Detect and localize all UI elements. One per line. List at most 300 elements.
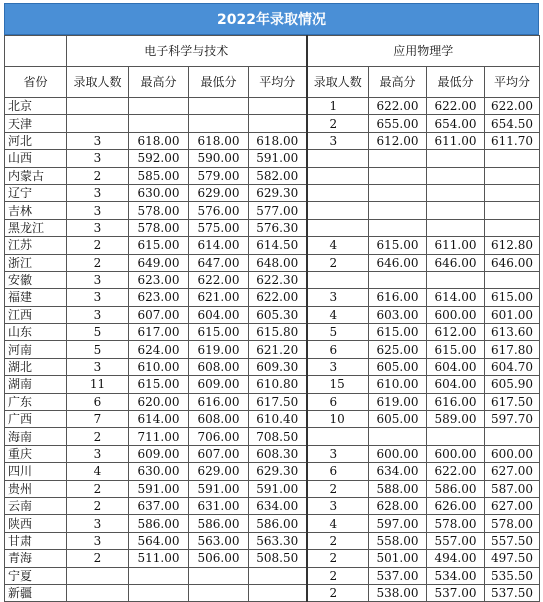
- ap-count-cell: [307, 202, 369, 219]
- ee-min-cell: [189, 98, 249, 115]
- table-row: [5, 411, 540, 428]
- ee-min-cell: 506.00: [189, 550, 249, 567]
- ee-min-cell: 618.00: [189, 132, 249, 149]
- province-cell: 四川: [5, 463, 67, 480]
- ap-avg-cell: 617.50: [485, 393, 540, 410]
- ee-avg-cell: 563.30: [249, 532, 307, 549]
- ee-count-cell: 3: [67, 358, 129, 375]
- province-cell: 江西: [5, 306, 67, 323]
- province-cell: 内蒙古: [5, 167, 67, 184]
- ee-max-cell: 511.00: [129, 550, 189, 567]
- ee-max-cell: [129, 584, 189, 601]
- ee-max-cell: 610.00: [129, 358, 189, 375]
- ap-avg-cell: [485, 219, 540, 236]
- table-row: [5, 289, 540, 306]
- ap-max-cell: [369, 271, 427, 288]
- province-cell: 广东: [5, 393, 67, 410]
- ap-max-cell: 655.00: [369, 115, 427, 132]
- ap-min-cell: 600.00: [427, 445, 485, 462]
- table-row: [5, 202, 540, 219]
- ap-count-cell: 6: [307, 341, 369, 358]
- ap-avg-cell: [485, 167, 540, 184]
- ap-avg-cell: 497.50: [485, 550, 540, 567]
- header-max: 最高分: [369, 67, 427, 98]
- ap-count-cell: 2: [307, 254, 369, 271]
- ee-min-cell: [189, 584, 249, 601]
- ee-max-cell: 617.00: [129, 324, 189, 341]
- ap-min-cell: [427, 428, 485, 445]
- ap-max-cell: [369, 219, 427, 236]
- ap-min-cell: 622.00: [427, 463, 485, 480]
- ee-count-cell: 3: [67, 132, 129, 149]
- ee-min-cell: 615.00: [189, 324, 249, 341]
- ap-min-cell: 494.00: [427, 550, 485, 567]
- ap-min-cell: 557.00: [427, 532, 485, 549]
- province-cell: 福建: [5, 289, 67, 306]
- admission-table: [4, 35, 540, 602]
- empty-corner-cell: [5, 36, 67, 67]
- ap-avg-cell: 617.80: [485, 341, 540, 358]
- ee-min-cell: 591.00: [189, 480, 249, 497]
- ee-min-cell: 604.00: [189, 306, 249, 323]
- province-cell: 云南: [5, 497, 67, 514]
- table-row: [5, 480, 540, 497]
- ap-avg-cell: 597.70: [485, 411, 540, 428]
- ee-max-cell: 615.00: [129, 237, 189, 254]
- ap-avg-cell: 654.50: [485, 115, 540, 132]
- ee-max-cell: 607.00: [129, 306, 189, 323]
- ap-count-cell: 15: [307, 376, 369, 393]
- ap-count-cell: 2: [307, 115, 369, 132]
- ap-count-cell: 3: [307, 445, 369, 462]
- ap-max-cell: 615.00: [369, 324, 427, 341]
- ap-max-cell: [369, 167, 427, 184]
- ee-min-cell: 631.00: [189, 497, 249, 514]
- ap-max-cell: 615.00: [369, 237, 427, 254]
- ee-count-cell: 2: [67, 237, 129, 254]
- header-avg: 平均分: [249, 67, 307, 98]
- table-row: [5, 271, 540, 288]
- ee-max-cell: 711.00: [129, 428, 189, 445]
- ee-min-cell: 608.00: [189, 358, 249, 375]
- ap-avg-cell: [485, 202, 540, 219]
- ee-max-cell: 564.00: [129, 532, 189, 549]
- ee-avg-cell: 617.50: [249, 393, 307, 410]
- ap-max-cell: 588.00: [369, 480, 427, 497]
- ee-count-cell: 3: [67, 184, 129, 201]
- table-row: [5, 376, 540, 393]
- ee-avg-cell: 621.20: [249, 341, 307, 358]
- ee-min-cell: 575.00: [189, 219, 249, 236]
- ee-min-cell: 619.00: [189, 341, 249, 358]
- ee-count-cell: 3: [67, 289, 129, 306]
- ap-max-cell: 597.00: [369, 515, 427, 532]
- ap-min-cell: 600.00: [427, 306, 485, 323]
- province-cell: 黑龙江: [5, 219, 67, 236]
- ap-count-cell: [307, 150, 369, 167]
- ee-avg-cell: 610.40: [249, 411, 307, 428]
- ee-avg-cell: 615.80: [249, 324, 307, 341]
- province-cell: 山东: [5, 324, 67, 341]
- ee-count-cell: [67, 115, 129, 132]
- province-cell: 陕西: [5, 515, 67, 532]
- ap-max-cell: 605.00: [369, 411, 427, 428]
- ee-min-cell: 706.00: [189, 428, 249, 445]
- ap-count-cell: 1: [307, 98, 369, 115]
- ap-max-cell: 501.00: [369, 550, 427, 567]
- ee-count-cell: 3: [67, 306, 129, 323]
- ap-avg-cell: 601.00: [485, 306, 540, 323]
- province-cell: 河南: [5, 341, 67, 358]
- ee-max-cell: 623.00: [129, 271, 189, 288]
- ap-min-cell: [427, 184, 485, 201]
- ee-count-cell: 11: [67, 376, 129, 393]
- ee-min-cell: 607.00: [189, 445, 249, 462]
- ap-avg-cell: [485, 428, 540, 445]
- ap-max-cell: [369, 428, 427, 445]
- province-cell: 广西: [5, 411, 67, 428]
- ap-avg-cell: 604.70: [485, 358, 540, 375]
- ee-count-cell: 5: [67, 324, 129, 341]
- ap-count-cell: 10: [307, 411, 369, 428]
- ap-min-cell: [427, 150, 485, 167]
- ap-min-cell: [427, 219, 485, 236]
- ee-min-cell: 579.00: [189, 167, 249, 184]
- ee-avg-cell: [249, 115, 307, 132]
- ee-avg-cell: 622.30: [249, 271, 307, 288]
- ee-min-cell: 622.00: [189, 271, 249, 288]
- ee-count-cell: 2: [67, 428, 129, 445]
- province-cell: 青海: [5, 550, 67, 567]
- province-cell: 贵州: [5, 480, 67, 497]
- ee-count-cell: 2: [67, 497, 129, 514]
- header-avg: 平均分: [485, 67, 540, 98]
- province-cell: 宁夏: [5, 567, 67, 584]
- ee-min-cell: 614.00: [189, 237, 249, 254]
- ap-max-cell: 634.00: [369, 463, 427, 480]
- ap-max-cell: 610.00: [369, 376, 427, 393]
- ee-avg-cell: 648.00: [249, 254, 307, 271]
- table-row: [5, 445, 540, 462]
- ee-max-cell: 614.00: [129, 411, 189, 428]
- ap-max-cell: [369, 184, 427, 201]
- header-min: 最低分: [189, 67, 249, 98]
- ap-avg-cell: 587.00: [485, 480, 540, 497]
- group-header-physics: 应用物理学: [307, 36, 540, 67]
- ee-min-cell: 629.00: [189, 463, 249, 480]
- ap-min-cell: 626.00: [427, 497, 485, 514]
- table-body: [5, 98, 540, 602]
- ee-max-cell: 620.00: [129, 393, 189, 410]
- ap-count-cell: 4: [307, 515, 369, 532]
- ap-count-cell: [307, 428, 369, 445]
- ee-count-cell: 3: [67, 202, 129, 219]
- ap-count-cell: [307, 271, 369, 288]
- ap-min-cell: [427, 202, 485, 219]
- province-cell: 海南: [5, 428, 67, 445]
- ee-min-cell: 609.00: [189, 376, 249, 393]
- ap-min-cell: 612.00: [427, 324, 485, 341]
- ee-min-cell: 576.00: [189, 202, 249, 219]
- ap-count-cell: 6: [307, 463, 369, 480]
- ap-count-cell: 3: [307, 358, 369, 375]
- ap-min-cell: 616.00: [427, 393, 485, 410]
- province-cell: 甘肃: [5, 532, 67, 549]
- ap-avg-cell: 612.80: [485, 237, 540, 254]
- ap-count-cell: [307, 184, 369, 201]
- ee-count-cell: [67, 584, 129, 601]
- ap-min-cell: 646.00: [427, 254, 485, 271]
- ee-count-cell: 3: [67, 150, 129, 167]
- ee-max-cell: 630.00: [129, 184, 189, 201]
- ee-count-cell: 2: [67, 254, 129, 271]
- ap-avg-cell: 627.00: [485, 497, 540, 514]
- table-row: [5, 98, 540, 115]
- table-row: [5, 567, 540, 584]
- ap-min-cell: 589.00: [427, 411, 485, 428]
- ap-min-cell: 534.00: [427, 567, 485, 584]
- ee-avg-cell: [249, 584, 307, 601]
- province-cell: 山西: [5, 150, 67, 167]
- table-row: [5, 393, 540, 410]
- province-cell: 湖南: [5, 376, 67, 393]
- table-row: [5, 150, 540, 167]
- ap-avg-cell: 578.00: [485, 515, 540, 532]
- ap-avg-cell: 613.60: [485, 324, 540, 341]
- table-row: [5, 115, 540, 132]
- ee-count-cell: 2: [67, 167, 129, 184]
- table-row: [5, 167, 540, 184]
- ee-avg-cell: 634.00: [249, 497, 307, 514]
- ee-max-cell: 592.00: [129, 150, 189, 167]
- ap-avg-cell: [485, 184, 540, 201]
- group-header-electronic: 电子科学与技术: [67, 36, 307, 67]
- table-row: [5, 358, 540, 375]
- ap-max-cell: 537.00: [369, 567, 427, 584]
- header-count: 录取人数: [67, 67, 129, 98]
- table-row: [5, 341, 540, 358]
- province-cell: 河北: [5, 132, 67, 149]
- ap-count-cell: 6: [307, 393, 369, 410]
- ee-max-cell: 649.00: [129, 254, 189, 271]
- ap-count-cell: [307, 219, 369, 236]
- ap-max-cell: 619.00: [369, 393, 427, 410]
- ap-count-cell: 2: [307, 567, 369, 584]
- table-title: 2022年录取情况: [4, 3, 539, 35]
- ee-min-cell: 563.00: [189, 532, 249, 549]
- group-header-row: [5, 36, 540, 67]
- ee-count-cell: 3: [67, 271, 129, 288]
- province-cell: 天津: [5, 115, 67, 132]
- ee-avg-cell: 629.30: [249, 463, 307, 480]
- ap-max-cell: 616.00: [369, 289, 427, 306]
- ee-avg-cell: [249, 567, 307, 584]
- ap-count-cell: 5: [307, 324, 369, 341]
- table-row: [5, 184, 540, 201]
- province-cell: 湖北: [5, 358, 67, 375]
- ap-min-cell: 586.00: [427, 480, 485, 497]
- ap-min-cell: 614.00: [427, 289, 485, 306]
- ap-max-cell: 612.00: [369, 132, 427, 149]
- ap-avg-cell: 537.50: [485, 584, 540, 601]
- ee-avg-cell: 622.00: [249, 289, 307, 306]
- ee-min-cell: 590.00: [189, 150, 249, 167]
- ee-avg-cell: [249, 98, 307, 115]
- ap-max-cell: [369, 202, 427, 219]
- ee-count-cell: 3: [67, 532, 129, 549]
- ap-avg-cell: 622.00: [485, 98, 540, 115]
- province-header: 省份: [5, 67, 67, 98]
- ap-min-cell: 654.00: [427, 115, 485, 132]
- ap-avg-cell: 646.00: [485, 254, 540, 271]
- ee-avg-cell: 629.30: [249, 184, 307, 201]
- ee-avg-cell: 605.30: [249, 306, 307, 323]
- ap-max-cell: 628.00: [369, 497, 427, 514]
- ee-min-cell: 586.00: [189, 515, 249, 532]
- ap-avg-cell: [485, 150, 540, 167]
- ee-max-cell: 586.00: [129, 515, 189, 532]
- ap-count-cell: 3: [307, 289, 369, 306]
- ee-count-cell: [67, 567, 129, 584]
- ap-avg-cell: 535.50: [485, 567, 540, 584]
- table-row: [5, 532, 540, 549]
- ee-avg-cell: 609.30: [249, 358, 307, 375]
- ap-max-cell: 538.00: [369, 584, 427, 601]
- ee-avg-cell: 576.30: [249, 219, 307, 236]
- ee-max-cell: 623.00: [129, 289, 189, 306]
- header-min: 最低分: [427, 67, 485, 98]
- ee-avg-cell: 591.00: [249, 150, 307, 167]
- ee-avg-cell: 614.50: [249, 237, 307, 254]
- table-row: [5, 550, 540, 567]
- ee-min-cell: 608.00: [189, 411, 249, 428]
- table-row: [5, 497, 540, 514]
- header-max: 最高分: [129, 67, 189, 98]
- table-row: [5, 515, 540, 532]
- province-cell: 辽宁: [5, 184, 67, 201]
- ee-avg-cell: 577.00: [249, 202, 307, 219]
- table-row: [5, 584, 540, 601]
- table-row: [5, 463, 540, 480]
- table-row: [5, 324, 540, 341]
- ee-max-cell: 630.00: [129, 463, 189, 480]
- ee-min-cell: [189, 567, 249, 584]
- ee-min-cell: 616.00: [189, 393, 249, 410]
- ap-count-cell: 2: [307, 584, 369, 601]
- ap-min-cell: [427, 271, 485, 288]
- ee-max-cell: [129, 115, 189, 132]
- ee-count-cell: [67, 98, 129, 115]
- ap-min-cell: 611.00: [427, 132, 485, 149]
- ap-min-cell: [427, 167, 485, 184]
- ap-count-cell: 2: [307, 550, 369, 567]
- province-cell: 浙江: [5, 254, 67, 271]
- ap-max-cell: 646.00: [369, 254, 427, 271]
- ee-count-cell: 4: [67, 463, 129, 480]
- ee-max-cell: 578.00: [129, 202, 189, 219]
- ee-max-cell: 637.00: [129, 497, 189, 514]
- ee-count-cell: 6: [67, 393, 129, 410]
- ap-min-cell: 615.00: [427, 341, 485, 358]
- ee-count-cell: 3: [67, 219, 129, 236]
- ee-avg-cell: 610.80: [249, 376, 307, 393]
- ee-count-cell: 7: [67, 411, 129, 428]
- ap-max-cell: 603.00: [369, 306, 427, 323]
- ap-avg-cell: 615.00: [485, 289, 540, 306]
- table-row: [5, 254, 540, 271]
- ap-count-cell: 3: [307, 132, 369, 149]
- ee-max-cell: [129, 567, 189, 584]
- table-row: [5, 132, 540, 149]
- ap-max-cell: [369, 150, 427, 167]
- ee-count-cell: 3: [67, 445, 129, 462]
- ap-count-cell: 4: [307, 306, 369, 323]
- ee-max-cell: 585.00: [129, 167, 189, 184]
- province-cell: 江苏: [5, 237, 67, 254]
- province-cell: 重庆: [5, 445, 67, 462]
- admission-table-container: [4, 3, 539, 602]
- ap-avg-cell: 611.70: [485, 132, 540, 149]
- ap-max-cell: 558.00: [369, 532, 427, 549]
- ap-min-cell: 622.00: [427, 98, 485, 115]
- ee-min-cell: 621.00: [189, 289, 249, 306]
- ap-count-cell: 2: [307, 532, 369, 549]
- ee-count-cell: 3: [67, 515, 129, 532]
- ap-max-cell: 625.00: [369, 341, 427, 358]
- ee-avg-cell: 608.30: [249, 445, 307, 462]
- ee-max-cell: 591.00: [129, 480, 189, 497]
- ee-min-cell: 629.00: [189, 184, 249, 201]
- ee-count-cell: 5: [67, 341, 129, 358]
- ee-max-cell: 578.00: [129, 219, 189, 236]
- ap-avg-cell: 605.90: [485, 376, 540, 393]
- ee-max-cell: [129, 98, 189, 115]
- ee-avg-cell: 586.00: [249, 515, 307, 532]
- ap-min-cell: 604.00: [427, 376, 485, 393]
- province-cell: 新疆: [5, 584, 67, 601]
- ap-avg-cell: 600.00: [485, 445, 540, 462]
- ee-avg-cell: 508.50: [249, 550, 307, 567]
- ee-max-cell: 615.00: [129, 376, 189, 393]
- ee-count-cell: 2: [67, 480, 129, 497]
- table-row: [5, 428, 540, 445]
- ap-avg-cell: 627.00: [485, 463, 540, 480]
- header-count: 录取人数: [307, 67, 369, 98]
- ap-min-cell: 604.00: [427, 358, 485, 375]
- ee-avg-cell: 591.00: [249, 480, 307, 497]
- table-row: [5, 306, 540, 323]
- ap-count-cell: 3: [307, 497, 369, 514]
- province-cell: 北京: [5, 98, 67, 115]
- ap-avg-cell: [485, 271, 540, 288]
- sub-header-row: [5, 67, 540, 98]
- ap-count-cell: 4: [307, 237, 369, 254]
- province-cell: 安徽: [5, 271, 67, 288]
- table-row: [5, 237, 540, 254]
- ee-max-cell: 624.00: [129, 341, 189, 358]
- ap-min-cell: 611.00: [427, 237, 485, 254]
- ap-count-cell: 2: [307, 480, 369, 497]
- ee-min-cell: 647.00: [189, 254, 249, 271]
- ap-count-cell: [307, 167, 369, 184]
- ap-max-cell: 622.00: [369, 98, 427, 115]
- ee-max-cell: 618.00: [129, 132, 189, 149]
- ap-max-cell: 600.00: [369, 445, 427, 462]
- ee-count-cell: 2: [67, 550, 129, 567]
- ee-min-cell: [189, 115, 249, 132]
- ap-min-cell: 578.00: [427, 515, 485, 532]
- ap-max-cell: 605.00: [369, 358, 427, 375]
